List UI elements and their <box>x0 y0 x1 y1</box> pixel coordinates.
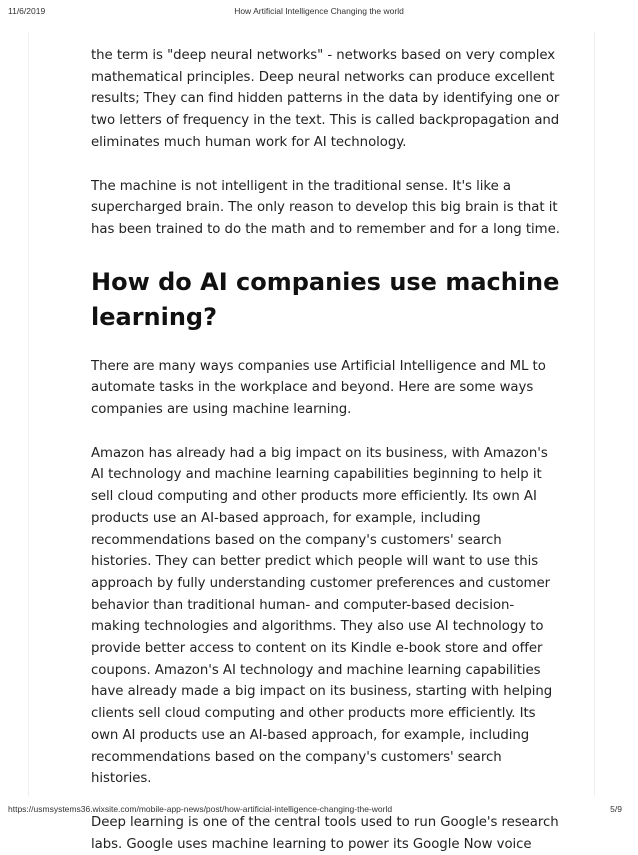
print-header <box>0 6 638 20</box>
print-page-title: How Artificial Intelligence Changing the world <box>234 6 404 16</box>
article-paragraph: Deep learning is one of the central tools used to run Google's research labs. Google uses machine learning to power its Google Now voice <box>91 814 559 852</box>
page-border-right <box>594 32 595 796</box>
article-body <box>91 45 561 855</box>
page-border-left <box>28 32 29 796</box>
article-paragraph: Amazon has already had a big impact on its business, with Amazon's AI technology and machine learning capabilities beginning to help it sell cloud computing and other products more efficiently. Its own AI products use an AI-based approach, for example, including recommendations based on the company's customers' search histories. They can better predict which people will want to use this approach by fully understanding customer preferences and customer behavior than traditional human- and computer-based decision-making technologies and algorithms. They also use AI technology to provide better access to content on its Kindle e-book store and offer coupons. Amazon's AI technology and machine learning capabilities have already made a big impact on its business, starting with helping clients sell cloud computing and other products more efficiently. Its own AI products use an AI-based approach, for example, including recommendations based on the company's customers' search histories. <box>91 445 553 787</box>
section-heading: How do AI companies use machine learning? <box>91 267 560 331</box>
article-paragraph: There are many ways companies use Artificial Intelligence and ML to automate tasks in the workplace and beyond. Here are some ways companies are using machine learning. <box>91 358 546 418</box>
print-footer <box>0 804 638 818</box>
print-date: 11/6/2019 <box>8 6 46 16</box>
print-page-number: 5/9 <box>610 804 622 814</box>
print-url: https://usmsystems36.wixsite.com/mobile-app-news/post/how-artificial-intelligence-changing-the-world <box>8 804 393 814</box>
article-paragraph: the term is "deep neural networks" - networks based on very complex mathematical principles. Deep neural networks can produce excellent results; They can find hidden patterns in the data by identifying one or two letters of frequency in the text. This is called backpropagation and eliminates much human work for AI technology. <box>91 48 560 150</box>
article-paragraph: The machine is not intelligent in the traditional sense. It's like a supercharged brain. The only reason to develop this big brain is that it has been trained to do the math and to remember and for a long time. <box>91 178 560 237</box>
